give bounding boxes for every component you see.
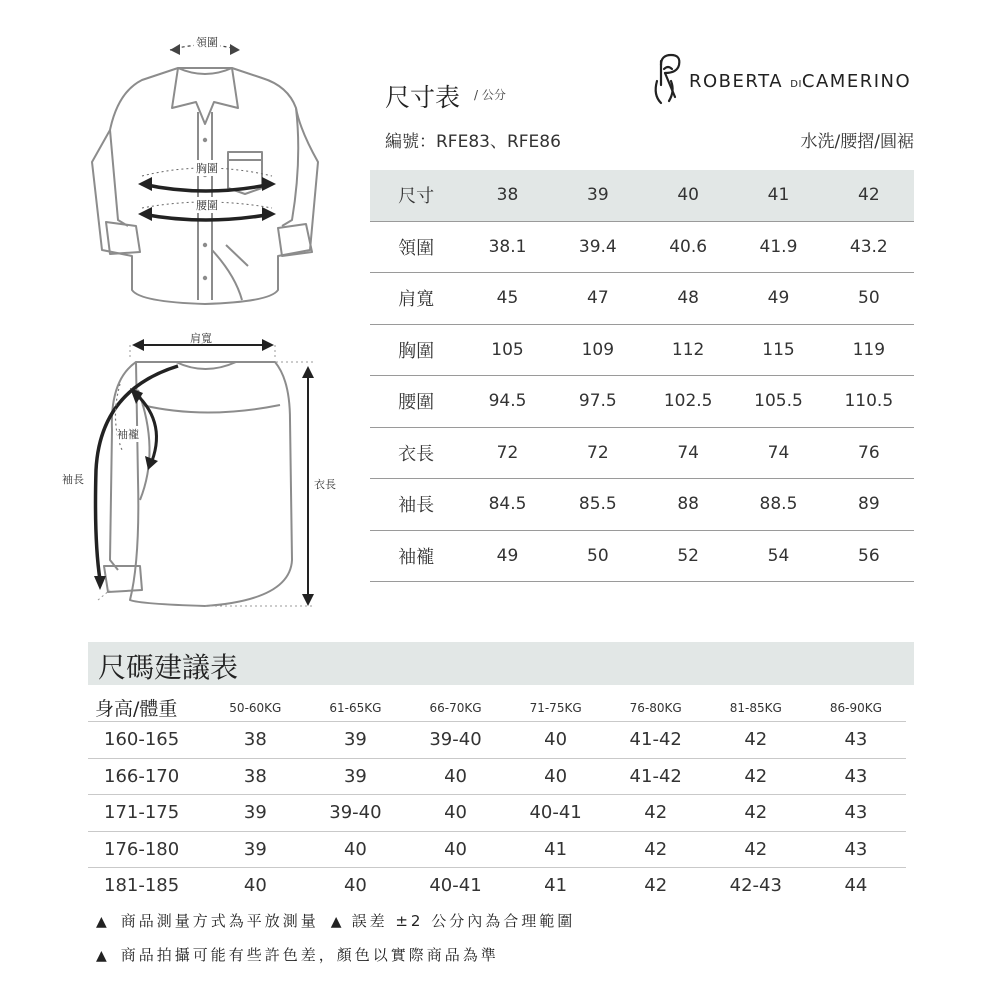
- size-chart-unit: / 公分: [474, 88, 506, 102]
- note-measure: 商品測量方式為平放測量: [120, 912, 319, 930]
- table-cell: 40: [343, 875, 367, 897]
- table-cell: 48: [643, 273, 733, 325]
- table-cell: 105.5: [733, 376, 823, 428]
- brand-name: [689, 71, 911, 92]
- table-cell: 40-41: [506, 795, 606, 832]
- table-cell: 97.5: [553, 376, 643, 428]
- product-features: 水洗/腰摺/圓裾: [800, 132, 914, 152]
- recommend-title: 尺碼建議表: [98, 651, 239, 684]
- weight-header-cell: 50-60KG: [205, 694, 305, 722]
- table-cell: 44: [844, 875, 868, 897]
- brand-name-rest: CAMERINO: [801, 71, 912, 92]
- row-label: 肩寬: [370, 273, 462, 325]
- height-cell: 176-180: [88, 831, 205, 868]
- table-row: [88, 795, 906, 832]
- product-code: 編號：RFE83、RFE86: [385, 132, 561, 152]
- weight-header-cell: 76-80KG: [606, 694, 706, 722]
- label-shoulder: 肩寬: [190, 332, 212, 345]
- size-header-label: 尺寸: [370, 170, 462, 221]
- table-cell: 74: [643, 427, 733, 479]
- table-cell: 39-40: [405, 722, 505, 759]
- rdc-monogram-icon: [651, 51, 685, 107]
- table-cell: 88: [643, 479, 733, 531]
- size-table: [370, 170, 914, 582]
- size-header-cell: 42: [824, 170, 914, 221]
- row-label: 胸圍: [370, 324, 462, 376]
- table-cell: 42: [706, 831, 806, 868]
- table-row: [370, 479, 914, 531]
- table-row: [370, 273, 914, 325]
- table-cell: 49: [733, 273, 823, 325]
- table-cell: 109: [553, 324, 643, 376]
- table-cell: 39: [305, 758, 405, 795]
- table-cell: 52: [643, 530, 733, 582]
- row-label: 袖長: [370, 479, 462, 531]
- table-cell: 43: [806, 758, 906, 795]
- triangle-bullet-icon: ▲: [96, 948, 107, 964]
- table-cell: 39-40: [305, 795, 405, 832]
- size-header-cell: 40: [643, 170, 733, 221]
- height-cell: 160-165: [88, 722, 205, 759]
- table-cell: 40-41: [429, 875, 482, 897]
- size-header-cell: 39: [553, 170, 643, 221]
- height-cell: 181-185: [104, 875, 180, 897]
- table-cell: 72: [462, 427, 552, 479]
- note-line-1: [96, 910, 575, 931]
- size-chart-title: 尺寸表: [385, 83, 461, 112]
- table-cell: 40: [405, 831, 505, 868]
- table-cell: 42: [706, 722, 806, 759]
- note-color: 商品拍攝可能有些許色差，顏色以實際商品為準: [120, 946, 499, 964]
- shirt-diagram-front: [0, 0, 360, 330]
- table-row: [88, 868, 906, 904]
- table-cell: 38: [205, 758, 305, 795]
- table-cell: 74: [733, 427, 823, 479]
- table-row: [88, 722, 906, 759]
- table-cell: 84.5: [462, 479, 552, 531]
- label-sleeve-length: 袖長: [62, 473, 84, 486]
- table-cell: 88.5: [733, 479, 823, 531]
- table-cell: 85.5: [553, 479, 643, 531]
- note-tolerance: 誤差 ±2 公分內為合理範圍: [351, 912, 576, 930]
- row-label: 腰圍: [370, 376, 462, 428]
- table-cell: 105: [462, 324, 552, 376]
- table-cell: 39: [205, 831, 305, 868]
- table-cell: 41-42: [606, 758, 706, 795]
- table-cell: 41-42: [606, 722, 706, 759]
- label-collar: 領圍: [196, 36, 218, 49]
- table-row: [88, 758, 906, 795]
- note-line-2: [96, 944, 499, 965]
- table-cell: 41: [506, 831, 606, 868]
- weight-header-cell: 66-70KG: [405, 694, 505, 722]
- table-cell: 39.4: [553, 221, 643, 273]
- table-cell: 42: [706, 758, 806, 795]
- table-cell: 50: [553, 530, 643, 582]
- label-waist: 腰圍: [196, 199, 218, 212]
- table-row: [370, 324, 914, 376]
- table-cell: 43.2: [824, 221, 914, 273]
- row-label: 袖襱: [370, 530, 462, 582]
- table-cell: 42-43: [729, 875, 782, 897]
- triangle-bullet-icon: ▲: [96, 914, 107, 930]
- table-cell: 110.5: [824, 376, 914, 428]
- triangle-bullet-icon: ▲: [330, 914, 342, 930]
- table-row: [370, 376, 914, 428]
- table-cell: 40: [305, 831, 405, 868]
- table-cell: 50: [824, 273, 914, 325]
- table-cell: 40: [506, 722, 606, 759]
- table-cell: 43: [806, 795, 906, 832]
- size-table-header: [370, 170, 914, 221]
- table-cell: 39: [305, 722, 405, 759]
- table-cell: 41: [544, 875, 568, 897]
- table-cell: 42: [644, 875, 668, 897]
- table-cell: 43: [806, 831, 906, 868]
- weight-header-cell: 61-65KG: [305, 694, 405, 722]
- table-cell: 112: [643, 324, 733, 376]
- size-header-cell: 41: [733, 170, 823, 221]
- table-row: [370, 427, 914, 479]
- shirt-diagram-back: [0, 320, 360, 620]
- row-label: 衣長: [370, 427, 462, 479]
- table-row: [370, 221, 914, 273]
- brand-logo: [651, 51, 921, 107]
- size-header-cell: 38: [462, 170, 552, 221]
- table-cell: 42: [606, 831, 706, 868]
- table-row: [88, 831, 906, 868]
- table-cell: 94.5: [462, 376, 552, 428]
- table-cell: 40.6: [643, 221, 733, 273]
- table-cell: 89: [824, 479, 914, 531]
- recommend-table: [88, 694, 906, 904]
- table-cell: 76: [824, 427, 914, 479]
- table-cell: 40: [243, 875, 267, 897]
- weight-header-cell: 81-85KG: [706, 694, 806, 722]
- weight-header-cell: 86-90KG: [806, 694, 906, 722]
- table-cell: 40: [405, 758, 505, 795]
- table-cell: 43: [806, 722, 906, 759]
- table-cell: 40: [405, 795, 505, 832]
- table-cell: 119: [824, 324, 914, 376]
- table-cell: 102.5: [643, 376, 733, 428]
- height-cell: 171-175: [88, 795, 205, 832]
- table-cell: 38: [205, 722, 305, 759]
- table-cell: 49: [462, 530, 552, 582]
- recommend-header-row: [88, 694, 906, 722]
- table-cell: 42: [606, 795, 706, 832]
- table-cell: 45: [462, 273, 552, 325]
- table-cell: 38.1: [462, 221, 552, 273]
- row-label: 領圍: [370, 221, 462, 273]
- height-cell: 166-170: [88, 758, 205, 795]
- brand-name-di: DI: [790, 79, 802, 90]
- table-cell: 47: [553, 273, 643, 325]
- table-cell: 56: [824, 530, 914, 582]
- table-cell: 41.9: [733, 221, 823, 273]
- label-chest: 胸圍: [196, 162, 218, 175]
- table-cell: 115: [733, 324, 823, 376]
- label-length: 衣長: [314, 478, 336, 491]
- table-cell: 42: [706, 795, 806, 832]
- recommend-corner: 身高/體重: [88, 694, 205, 722]
- label-sleeve-cuff: 袖襱: [117, 428, 139, 441]
- table-row: [370, 530, 914, 582]
- table-cell: 54: [733, 530, 823, 582]
- table-cell: 39: [205, 795, 305, 832]
- table-cell: 72: [553, 427, 643, 479]
- weight-header-cell: 71-75KG: [506, 694, 606, 722]
- table-cell: 40: [506, 758, 606, 795]
- brand-name-main: ROBERTA: [689, 71, 784, 92]
